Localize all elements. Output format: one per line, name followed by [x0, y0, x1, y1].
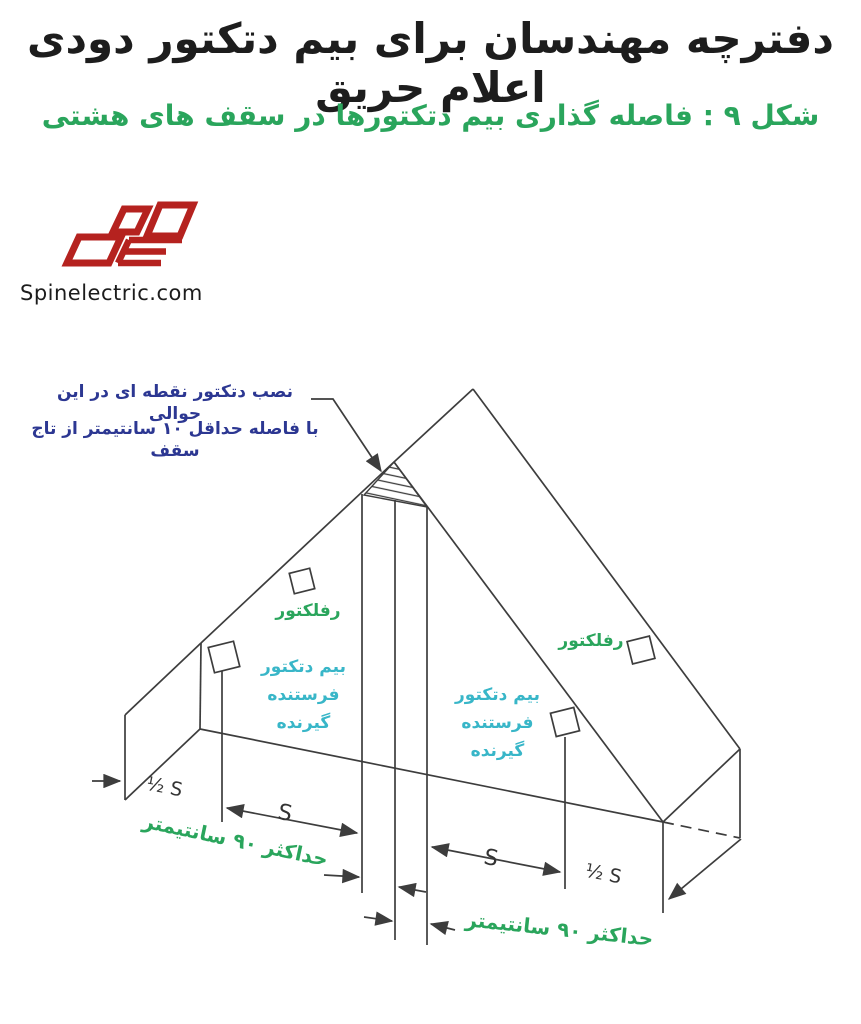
- floor-front-edge: [200, 729, 663, 822]
- gap1-arrow-left: [324, 875, 359, 877]
- max-90cm-bottom-label: حداکثر ۹۰ سانتیمتر: [464, 907, 655, 951]
- max-90cm-left-label: حداکثر ۹۰ سانتیمتر: [140, 808, 331, 872]
- half-s-right-arrow: [669, 839, 741, 899]
- beam-detector-left-square: [208, 641, 240, 673]
- gap2-arrow-left: [364, 917, 392, 921]
- reflector-left-label: رفلکتور: [275, 601, 341, 621]
- roof-end-edge: [663, 749, 740, 822]
- figure-caption: شکل ۹ : فاصله گذاری بیم دتکتورها در سقف های هشتی: [41, 99, 820, 132]
- ridge-line: [394, 389, 473, 462]
- gap1-arrow-right: [399, 887, 426, 892]
- beam-right-line1: بیم دتکتور: [455, 685, 540, 705]
- page-title: دفترچه مهندسان برای بیم دتکتور دودی اعلام حریق: [27, 14, 834, 112]
- reflector-right-label: رفلکتور: [558, 631, 624, 651]
- beam-right-line3: گیرنده: [470, 741, 525, 761]
- s-right-label: S: [481, 844, 501, 873]
- hidden-eave-line: [663, 822, 740, 838]
- beam-detector-left-label: [246, 653, 361, 737]
- beam-left-line3: گیرنده: [276, 713, 331, 733]
- half-s-left-label: ½ S: [144, 772, 185, 802]
- beam-left-line1: بیم دتکتور: [261, 657, 346, 677]
- point-detector-note-line1: نصب دتکتور نقطه ای در این حوالی: [56, 382, 294, 424]
- reflector-left-square: [289, 568, 314, 593]
- point-detector-note-line2: با فاصله حداقل ۱۰ سانتیمتر از تاج سقف: [31, 419, 319, 461]
- half-s-right-label: ½ S: [583, 859, 624, 889]
- beam-left-line2: فرستنده: [267, 685, 340, 705]
- beam-right-line2: فرستنده: [461, 713, 534, 733]
- beam-detector-right-label: [440, 681, 555, 765]
- s-left-label: S: [275, 799, 295, 828]
- brand-url: Spinelectric.com: [20, 281, 203, 305]
